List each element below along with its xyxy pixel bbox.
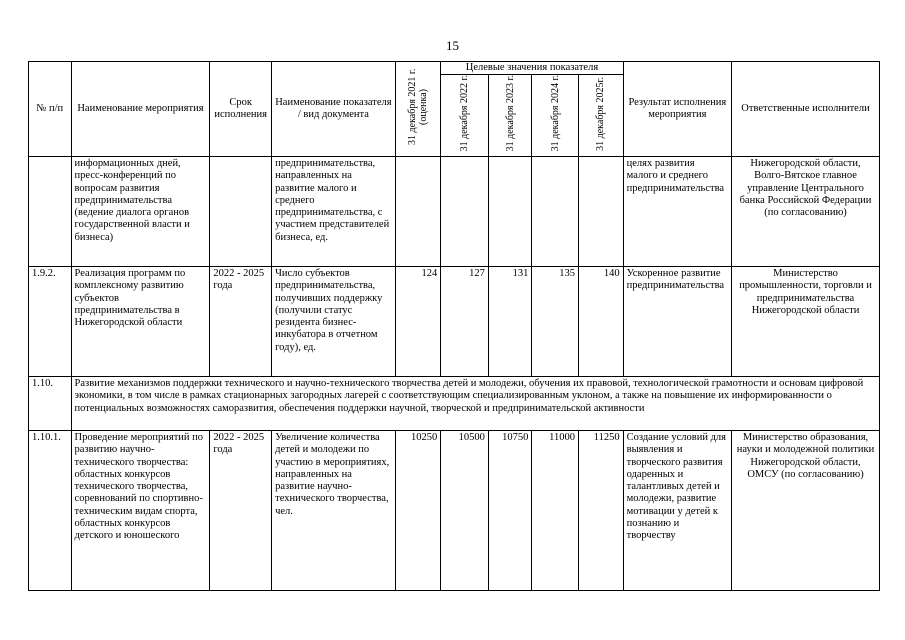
row-value bbox=[395, 156, 441, 266]
header-target-year-cell bbox=[441, 75, 489, 157]
header-target-year-cell bbox=[488, 75, 532, 157]
header-indicator: Наименование показателя / вид документа bbox=[272, 62, 396, 157]
row-value: 127 bbox=[441, 266, 489, 376]
row-value: 140 bbox=[579, 266, 624, 376]
table-row bbox=[29, 266, 880, 376]
header-responsible: Ответственные исполнители bbox=[732, 62, 880, 157]
page-number: 15 bbox=[446, 38, 459, 53]
indicators-table bbox=[28, 61, 880, 591]
row-value: 10750 bbox=[488, 430, 532, 590]
row-value: 11250 bbox=[579, 430, 624, 590]
header-target-year: 31 декабря 2024 г. bbox=[549, 75, 561, 152]
header-target-year: 31 декабря 2022 г. bbox=[459, 75, 471, 152]
row-value bbox=[532, 156, 579, 266]
row-deadline: 2022 - 2025 года bbox=[210, 266, 272, 376]
header-target-year-cell bbox=[579, 75, 624, 157]
row-event: Реализация программ по комплексному развитию субъектов предпринимательства в Нижегородской области bbox=[71, 266, 210, 376]
row-event: информационных дней, пресс-конференций по вопросам развития предпринимательства (ведение диалога органов государственной власти и бизнеса) bbox=[71, 156, 210, 266]
row-responsible: Министерство образования, науки и молодежной политики Нижегородской области, ОМСУ (по согласованию) bbox=[732, 430, 880, 590]
row-value: 10250 bbox=[395, 430, 441, 590]
row-value: 124 bbox=[395, 266, 441, 376]
row-event: Проведение мероприятий по развитию научно-технического творчества: областных конкурсов технического творчества, соревнований по спортивно-техническим видам спорта, областных конкурсов детского и юношеского bbox=[71, 430, 210, 590]
row-indicator: Увеличение количества детей и молодежи по участию в мероприятиях, направленных на развитие научно-технического творчества, чел. bbox=[272, 430, 396, 590]
row-deadline bbox=[210, 156, 272, 266]
table-row bbox=[29, 430, 880, 590]
row-result: Создание условий для выявления и творческого развития одаренных и талантливых детей и молодежи, развитие мотивации у детей к познанию и творчеству bbox=[623, 430, 731, 590]
header-baseline-cell bbox=[395, 62, 441, 157]
header-target-year-cell bbox=[532, 75, 579, 157]
section-text: Развитие механизмов поддержки технического и научно-технического творчества детей и молодежи, обучения их правовой, технологической грамотности и основам цифровой экономики, в том числе в рамках стационарных загородных лагерей с соответствующим специализированным уклоном, а также на повышение их информированности о потенциальных возможностях саморазвития, обеспечения поддержки научной, творческой и предпринимательской активности bbox=[71, 376, 879, 430]
row-value bbox=[441, 156, 489, 266]
row-value bbox=[579, 156, 624, 266]
header-num: № п/п bbox=[29, 62, 72, 157]
row-responsible: Нижегородской области, Волго-Вятское главное управление Центрального банка Российской Федерации (по согласованию) bbox=[732, 156, 880, 266]
row-indicator: предпринимательства, направленных на развитие малого и среднего предпринимательства, с участием представителей бизнеса, ед. bbox=[272, 156, 396, 266]
row-num: 1.10.1. bbox=[29, 430, 72, 590]
header-target-year: 31 декабря 2023 г. bbox=[504, 75, 516, 152]
header-targets-title: Целевые значения показателя bbox=[441, 62, 623, 75]
section-num: 1.10. bbox=[29, 376, 72, 430]
row-indicator: Число субъектов предпринимательства, получивших поддержку (получили статус резидента бизнес-инкубатора в отчетном году), ед. bbox=[272, 266, 396, 376]
row-value: 11000 bbox=[532, 430, 579, 590]
row-value: 135 bbox=[532, 266, 579, 376]
header-result: Результат исполнения мероприятия bbox=[623, 62, 731, 157]
section-row bbox=[29, 376, 880, 430]
row-result: Ускоренное развитие предпринимательства bbox=[623, 266, 731, 376]
header-event-name: Наименование мероприятия bbox=[71, 62, 210, 157]
row-result: целях развития малого и среднего предпринимательства bbox=[623, 156, 731, 266]
header-deadline: Срок исполнения bbox=[210, 62, 272, 157]
row-value: 131 bbox=[488, 266, 532, 376]
table-row bbox=[29, 156, 880, 266]
row-deadline: 2022 - 2025 года bbox=[210, 430, 272, 590]
header-target-year: 31 декабря 2025г. bbox=[595, 76, 607, 151]
header-baseline: 31 декабря 2021 г. (оценка) bbox=[406, 68, 429, 145]
row-value bbox=[488, 156, 532, 266]
row-value: 10500 bbox=[441, 430, 489, 590]
row-num bbox=[29, 156, 72, 266]
row-num: 1.9.2. bbox=[29, 266, 72, 376]
row-responsible: Министерство промышленности, торговли и предпринимательства Нижегородской области bbox=[732, 266, 880, 376]
